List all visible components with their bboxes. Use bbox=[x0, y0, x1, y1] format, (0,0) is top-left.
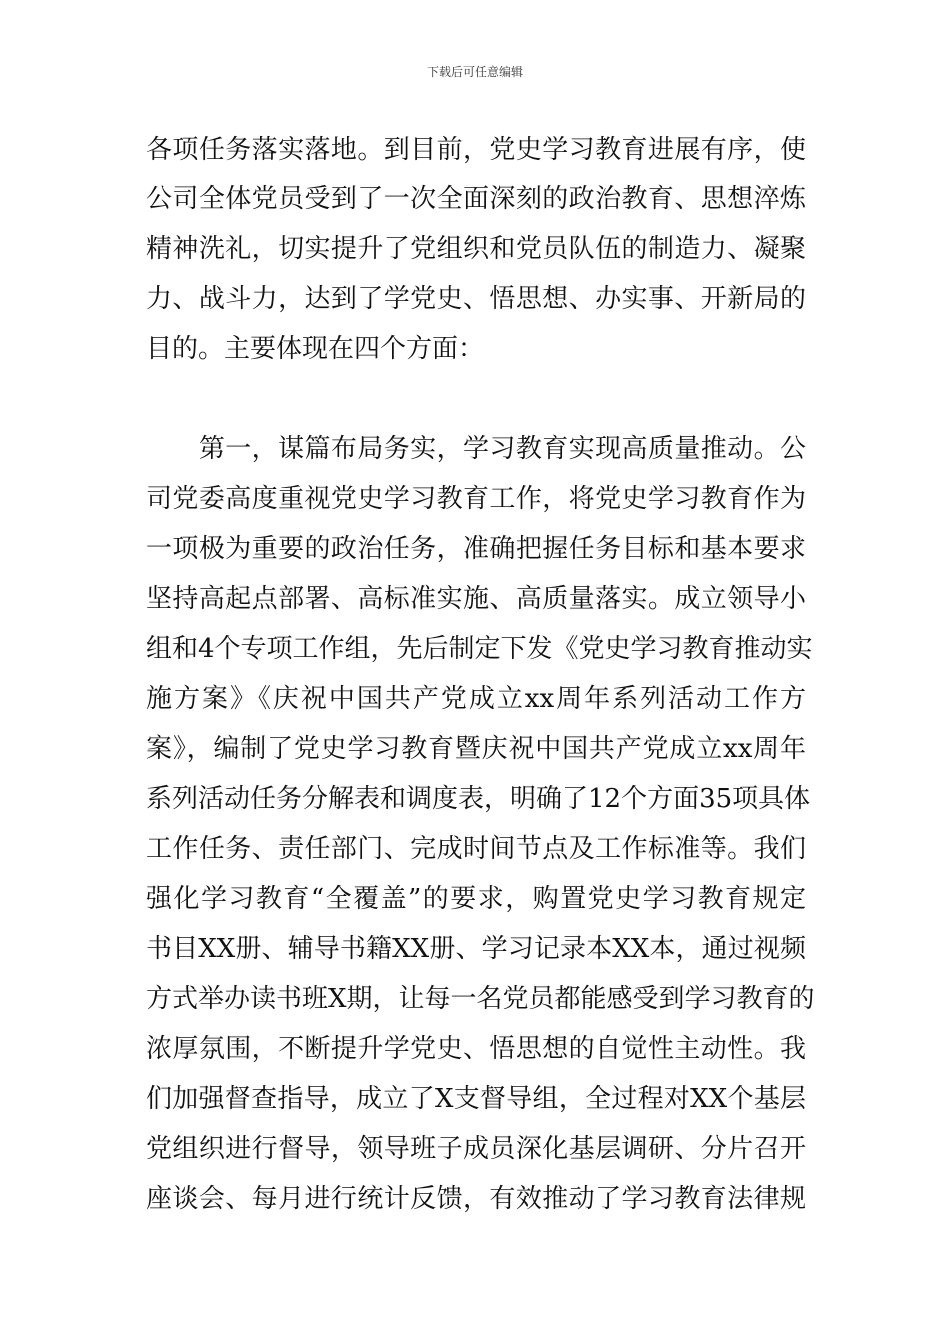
text-line: 工作任务、责任部门、完成时间节点及工作标准等。我们 bbox=[146, 834, 806, 864]
page-header-note: 下载后可任意编辑 bbox=[426, 65, 523, 79]
text-line: 司党委高度重视党史学习教育工作，将党史学习教育作为 bbox=[146, 484, 806, 514]
text-line: 公司全体党员受到了一次全面深刻的政治教育、思想淬炼 bbox=[146, 184, 806, 214]
text-line: 力、战斗力，达到了学党史、悟思想、办实事、开新局的 bbox=[146, 284, 806, 314]
text-line: 书目XX册、辅导书籍XX册、学习记录本XX本，通过视频 bbox=[146, 934, 806, 964]
text-line: 组和4个专项工作组，先后制定下发《党史学习教育推动实 bbox=[146, 634, 813, 664]
text-line: 系列活动任务分解表和调度表，明确了12个方面35项具体 bbox=[146, 784, 811, 814]
text-line: 强化学习教育“全覆盖”的要求，购置党史学习教育规定 bbox=[146, 884, 806, 914]
text-line: 一项极为重要的政治任务，准确把握任务目标和基本要求 bbox=[146, 534, 806, 564]
text-line: 各项任务落实落地。到目前，党史学习教育进展有序，使 bbox=[146, 135, 806, 165]
text-line: 坚持高起点部署、高标准实施、高质量落实。成立领导小 bbox=[146, 584, 806, 614]
text-line: 党组织进行督导，领导班子成员深化基层调研、分片召开 bbox=[146, 1134, 806, 1164]
text-line: 案》，编制了党史学习教育暨庆祝中国共产党成立xx周年 bbox=[146, 734, 806, 764]
text-line: 方式举办读书班X期，让每一名党员都能感受到学习教育的 bbox=[146, 984, 815, 1014]
text-line: 第一，谋篇布局务实，学习教育实现高质量推动。公 bbox=[146, 434, 806, 464]
text-line: 精神洗礼，切实提升了党组织和党员队伍的制造力、凝聚 bbox=[146, 234, 806, 264]
text-line: 座谈会、每月进行统计反馈，有效推动了学习教育法律规 bbox=[146, 1184, 806, 1214]
text-line: 们加强督查指导，成立了X支督导组，全过程对XX个基层 bbox=[146, 1084, 806, 1114]
text-line: 施方案》《庆祝中国共产党成立xx周年系列活动工作方 bbox=[146, 684, 806, 714]
text-line: 浓厚氛围，不断提升学党史、悟思想的自觉性主动性。我 bbox=[146, 1034, 806, 1064]
text-line: 目的。主要体现在四个方面： bbox=[146, 334, 485, 364]
